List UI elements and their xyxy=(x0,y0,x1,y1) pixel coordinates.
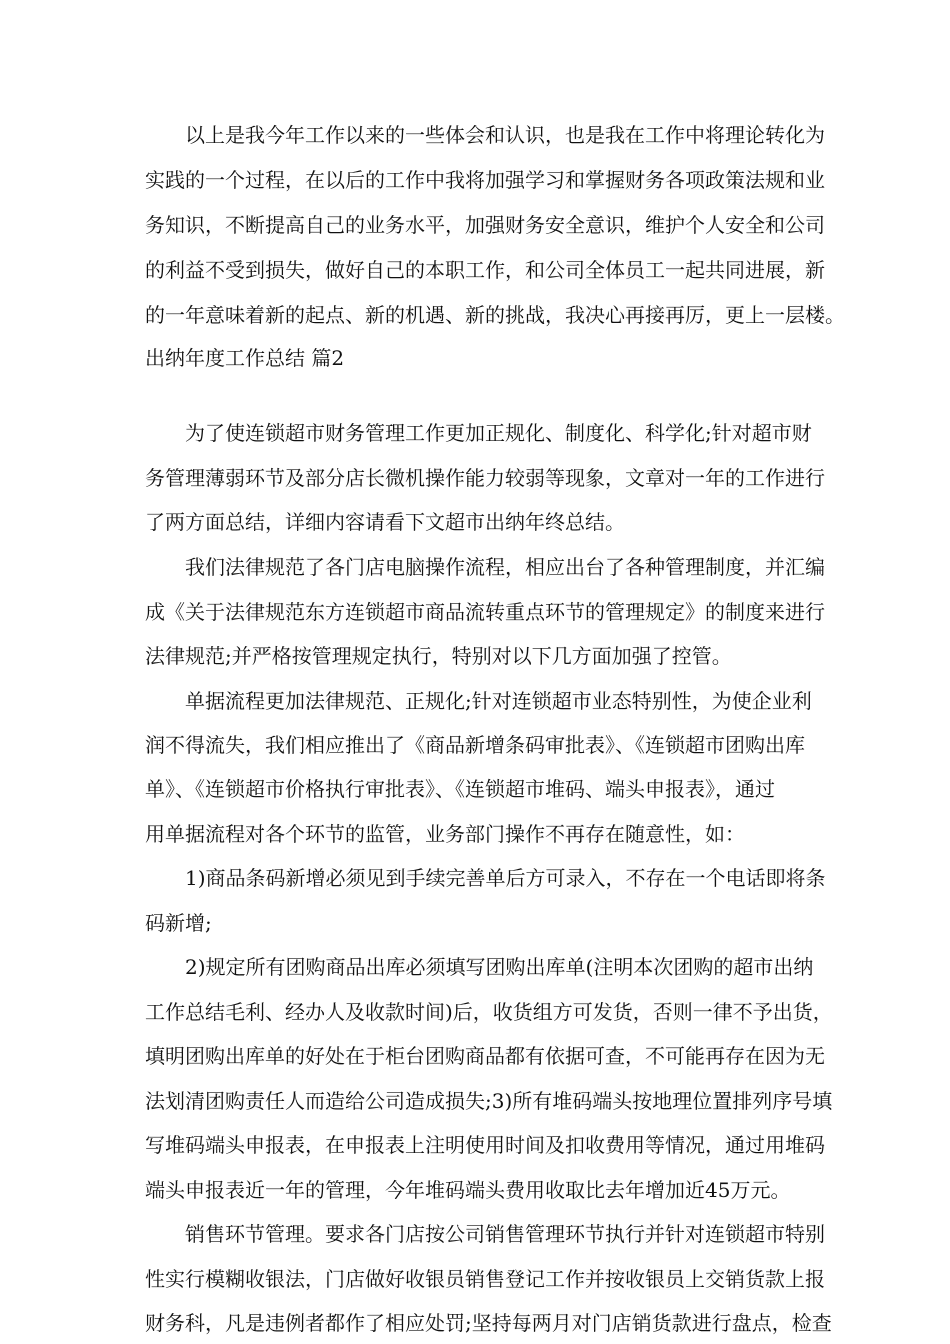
paragraph-line: 务知识，不断提高自己的业务水平，加强财务安全意识，维护个人安全和公司 xyxy=(145,213,825,237)
paragraph-line: 了两方面总结，详细内容请看下文超市出纳年终总结。 xyxy=(145,510,625,534)
paragraph-line: 用单据流程对各个环节的监管，业务部门操作不再存在随意性，如： xyxy=(145,822,745,846)
paragraph-line: 2)规定所有团购商品出库必须填写团购出库单(注明本次团购的超市出纳 xyxy=(185,955,814,979)
paragraph-line: 成《关于法律规范东方连锁超市商品流转重点环节的管理规定》的制度来进行 xyxy=(145,600,825,624)
paragraph-line: 码新增; xyxy=(145,911,212,935)
paragraph-line: 实践的一个过程，在以后的工作中我将加强学习和掌握财务各项政策法规和业 xyxy=(145,168,825,192)
paragraph-line: 财务科，凡是违例者都作了相应处罚;坚持每两月对门店销货款进行盘点，检查 xyxy=(145,1311,832,1335)
paragraph-line: 写堆码端头申报表，在申报表上注明使用时间及扣收费用等情况，通过用堆码 xyxy=(145,1133,825,1157)
paragraph-line: 为了使连锁超市财务管理工作更加正规化、制度化、科学化;针对超市财 xyxy=(185,421,812,445)
paragraph-line: 的一年意味着新的起点、新的机遇、新的挑战，我决心再接再厉，更上一层楼。 xyxy=(145,303,845,327)
paragraph-line: 以上是我今年工作以来的一些体会和认识，也是我在工作中将理论转化为 xyxy=(185,123,825,147)
paragraph-line: 填明团购出库单的好处在于柜台团购商品都有依据可查，不可能再存在因为无 xyxy=(145,1044,825,1068)
document-page xyxy=(145,0,845,1344)
paragraph-line: 我们法律规范了各门店电脑操作流程，相应出台了各种管理制度，并汇编 xyxy=(185,555,825,579)
paragraph-line: 销售环节管理。要求各门店按公司销售管理环节执行并针对连锁超市特别 xyxy=(185,1222,825,1246)
section-heading: 出纳年度工作总结 篇2 xyxy=(145,346,345,370)
paragraph-line: 的利益不受到损失，做好自己的本职工作，和公司全体员工一起共同进展，新 xyxy=(145,258,825,282)
paragraph-line: 性实行模糊收银法，门店做好收银员销售登记工作并按收银员上交销货款上报 xyxy=(145,1267,825,1291)
paragraph-line: 法律规范;并严格按管理规定执行，特别对以下几方面加强了控管。 xyxy=(145,644,732,668)
paragraph-line: 工作总结毛利、经办人及收款时间)后，收货组方可发货，否则一律不予出货， xyxy=(145,1000,833,1024)
paragraph-line: 法划清团购责任人而造给公司造成损失;3)所有堆码端头按地理位置排列序号填 xyxy=(145,1089,833,1113)
paragraph-line: 端头申报表近一年的管理，今年堆码端头费用收取比去年增加近45万元。 xyxy=(145,1178,791,1202)
paragraph-line: 单》、《连锁超市价格执行审批表》、《连锁超市堆码、端头申报表》，通过 xyxy=(145,777,775,801)
paragraph-line: 务管理薄弱环节及部分店长微机操作能力较弱等现象，文章对一年的工作进行 xyxy=(145,466,825,490)
paragraph-line: 单据流程更加法律规范、正规化;针对连锁超市业态特别性，为使企业利 xyxy=(185,689,812,713)
paragraph-line: 1)商品条码新增必须见到手续完善单后方可录入，不存在一个电话即将条 xyxy=(185,866,826,890)
paragraph-line: 润不得流失，我们相应推出了《商品新增条码审批表》、《连锁超市团购出库 xyxy=(145,733,805,757)
